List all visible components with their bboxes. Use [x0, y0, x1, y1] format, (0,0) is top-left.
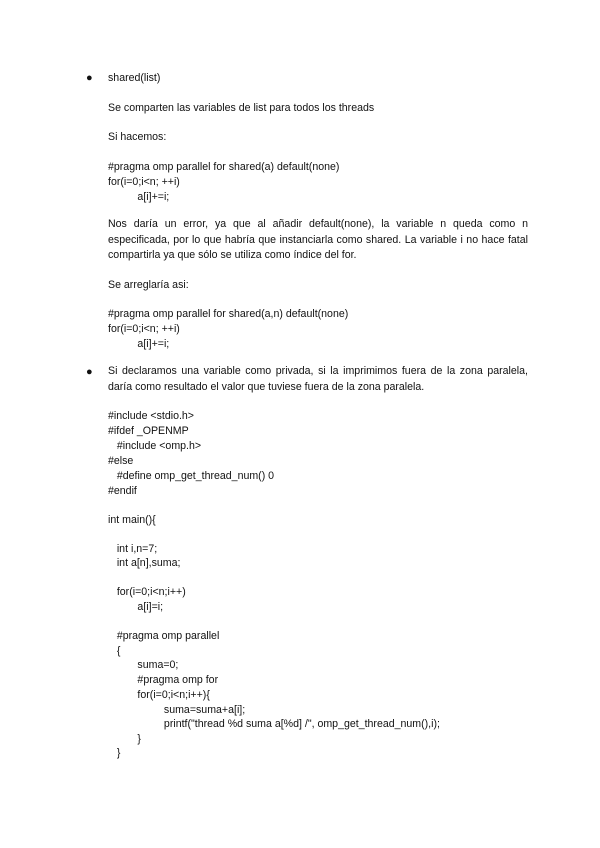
code-line: #endif — [108, 485, 137, 497]
code-line: for(i=0;i<n; ++i) — [108, 176, 180, 188]
code-line: } — [108, 733, 141, 745]
code-line: #else — [108, 455, 134, 467]
item-description: Se comparten las variables de list para todos los threads — [108, 102, 375, 114]
code-line: suma=suma+a[i]; — [108, 704, 246, 716]
code-line: a[i]+=i; — [108, 191, 170, 203]
code-line: int a[n],suma; — [108, 557, 181, 569]
si-hacemos-label: Si hacemos: — [108, 131, 167, 143]
code-line: a[i]=i; — [108, 601, 164, 613]
code-line: } — [108, 747, 121, 759]
code-line: #include <stdio.h> — [108, 410, 194, 422]
bullet-marker: ● — [86, 366, 93, 378]
code-line: #pragma omp parallel for shared(a,n) default(none) — [108, 308, 349, 320]
code-line: int i,n=7; — [108, 543, 158, 555]
code-line: #pragma omp parallel for shared(a) default(none) — [108, 161, 340, 173]
explanation-paragraph: Nos daría un error, ya que al añadir default(none), la variable n queda como n especificada, por lo que habría que instanciarla como shared. La variable i no hace fatal compartirla ya que sólo se utiliza como índice del for. — [108, 218, 528, 261]
code-line: a[i]+=i; — [108, 338, 170, 350]
fix-label: Se arreglaría asi: — [108, 279, 189, 291]
code-line: for(i=0;i<n; ++i) — [108, 323, 180, 335]
code-line: { — [108, 645, 121, 657]
code-line: #ifdef _OPENMP — [108, 425, 189, 437]
bullet-marker: ● — [86, 72, 93, 84]
code-line: for(i=0;i<n;i++){ — [108, 689, 210, 701]
code-line: int main(){ — [108, 514, 156, 526]
item-title: shared(list) — [108, 72, 161, 84]
code-line: #pragma omp parallel — [108, 630, 220, 642]
code-line: #include <omp.h> — [108, 440, 202, 452]
code-line: #define omp_get_thread_num() 0 — [108, 470, 275, 482]
code-line: #pragma omp for — [108, 674, 219, 686]
code-line: printf("thread %d suma a[%d] /", omp_get_thread_num(),i); — [108, 718, 440, 730]
code-line: suma=0; — [108, 659, 179, 671]
code-line: for(i=0;i<n;i++) — [108, 586, 186, 598]
private-var-paragraph: Si declaramos una variable como privada, si la imprimimos fuera de la zona paralela, daría como resultado el valor que tuviese fuera de la zona paralela. — [108, 365, 528, 393]
